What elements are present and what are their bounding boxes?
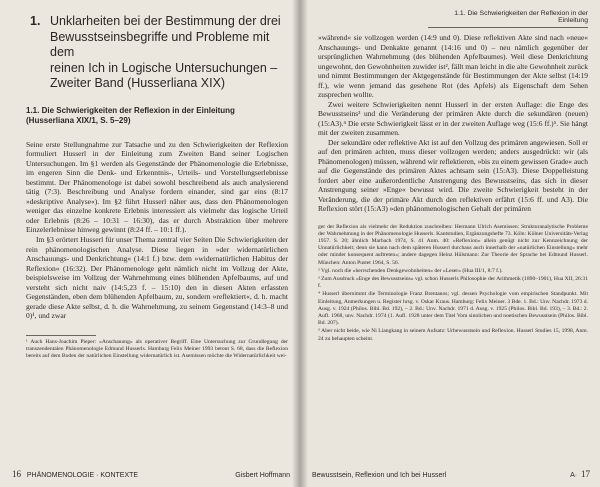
paragraph: Im §3 erörtert Husserl für unser Thema zentral vier Seiten Die Schwierigkeiten der rein phänomenologischen Analyse. Diese liegen in »der widernatürlichen Anschauungs- und Denkrichtung« (14:1 f.) bzw. dem »widernatürlichen Habitus der Reflexion« (16:32). Der Phänomenologe geht nämlich nicht im Vollzug der Akte, beispielsweise im Vollzug der Wahrnehmung eines blühenden Apfelbaums, auf und versteht sich nicht naiv (14:5,23 f. – 15:10) den in diesen Akten erfassten Gegenständen, eben dem blühenden Apfelbaum, zu, sondern »reflektiert«, d. h. macht gerade diese Akte selbst, d. h. die Wahrnehmung, zu seinem Gegenstand (14:3–8 und 0)¹, und zwar — [26, 234, 288, 321]
paragraph: Der sekundäre oder reflektive Akt ist auf den Vollzug des primären angewiesen. Soll er auf den primären achten, muss dieser vollzogen werden; anders ausgedrückt: wir (als Phänomenologen) müssen, während wir reflektieren, »bis zu einem gewissen Grade« auch auf die Gegenstände des primären Aktes achtsam sein (15:A3). Diese Doppelleistung fordert aber eine außerordentliche Anstrengung des Bewusstseins, das sich in dieser Anstrengung seiner »Enge« bewusst wird. Die zweite Schwierigkeit besteht in der Veränderung, die der primäre Akt durch den reflektiven erfährt (15:6 ff. und A3). Die Reflexion stört (15:A3) »den phänomenologischen Gehalt der primären — [318, 137, 588, 213]
chapter-title-line: Zweiter Band (Husserliana XIX) — [50, 76, 226, 90]
paragraph: »während« sie vollzogen werden (14:9 und 0). Diese reflektiven Akte sind nach »neue« Anschauungs- und Denkakte genannt (14:16 und 0) – neu nämlich gegenüber der ursprünglichen Wahrnehmung (des blühenden Apfelbaumes). Weil diese Denkrichtung ungewohnt, den Gewohnheiten zuwider ist², fällt man leicht in die alte Gewohnheit zurück und nimmt Bestimmungen der Aktgegenstände für Bestimmungen der Akte selbst (14:19 ff.), wie wenn jemand das gesehene Rot (des Apfels) als Eigenschaft dem Sehen zusprechen wollte. — [318, 33, 588, 99]
footnote: ¹ Auch Hans-Joachim Pieper: »Anschauung« als operativer Begriff. Eine Untersuchung zur Grundlegung der transzendentalen Phänomenologie Edmund Husserls. Hamburg Felix Meiner 1993 betont S. 68, dass die Reflexion bereits auf dem Boden der natürlichen Einstellung widernatürlich ist. Asemissen möchte die Widernatürlichkeit wei- — [26, 338, 288, 360]
chapter-title-line: reinen Ich in Logische Untersuchungen – — [50, 60, 278, 75]
running-head: 1.1. Die Schwierigkeiten der Reflexion in der Einleitung — [428, 10, 588, 28]
section-heading-line: 1.1. Die Schwierigkeiten der Reflexion in der Einleitung — [26, 105, 235, 115]
paragraph: Seine erste Stellungnahme zur Tatsache und zu den Schwierigkeiten der Reflexion formuliert Husserl in der Einleitung zum Zweiten Band seiner Logischen Untersuchungen. Im §1 werden als Gegenstände der Phänomenologie die Erlebnisse, im engeren Sinn die Denk- und Erkenntnis-, Urteils- und Vorstellungserlebnisse bestimmt. Der Phänomenologe ist dabei sowohl beschreibend als auch analysierend tätig (7:3). Beschreibung und Analyse fordern einander, sind gar eins (8:17 »deskriptive Analyse«). Im §2 führt Husserl näher aus, dass den Phänomenologen weniger das einzelne konkrete Erlebnis interessiert als vielmehr das logische Urteil oder Erlebnis (8:26 – 10:31 – 16:30), das er durch Abstraktion über mehrere Einzelerlebnisse hinweg gewinnt (8:24 ff. – 10:1 ff.). — [26, 139, 288, 235]
left-page-footer — [12, 469, 290, 479]
chapter-number: 1. — [30, 14, 41, 28]
author-name: Gisbert Hoffmann — [235, 472, 290, 479]
chapter-title-line: Unklarheiten bei der Bestimmung der drei — [50, 14, 281, 28]
right-body-text — [318, 33, 588, 214]
page-mark: A· — [570, 472, 578, 479]
chapter-title — [50, 14, 288, 92]
page-number: 16 — [12, 469, 21, 479]
running-title: Bewusstsein, Reflexion und Ich bei Husserl — [312, 472, 447, 479]
section-heading — [26, 106, 288, 126]
right-footnotes — [318, 224, 588, 343]
left-footnotes — [26, 339, 288, 361]
page-number: 17 — [581, 469, 590, 479]
footnote: ger der Reflexion als vielmehr der Reduktion zuschreiben: Hermann Ulrich Asemissen: Strukturanalytische Probleme der Wahrnehmung in der Phänomenologie Husserls. Kantstudien, Ergänzungshefte 73. Köln: Kölner Universitäts-Verlag 1957. S. 20; ähnlich Marbach 1974, S. 41 Anm. 40: »Reflexion« allein genügt nicht zur Kennzeichnung der Unnatürlichkeit; denn sie kann nach dem späteren Husserl durchaus auch innerhalb der »natürlichen Einstellung« mehr oder minder konsequent auftreten«; andere dagegen Heinz Hülsmann: Zur Theorie der Sprache bei Edmund Husserl. München: Anton Pustet 1964, S. 56. — [318, 223, 588, 266]
footnote: ² Vgl. noch die »herrschenden Denkgewohnheiten« der »Leser« (Hua III/1, 8:7 f.). — [318, 267, 503, 274]
footnote: ⁵ Aber nicht beide, wie Ni Liangkang in seinem Aufsatz: Urbewusstsein und Reflexion. Husserl Studies 15, 1998, Anm. 24 zu behaupten scheint. — [318, 328, 588, 342]
left-body-text — [26, 140, 288, 321]
footnote: ³ Zum Ausdruck »Enge des Bewusstseins« vgl. schon Husserls Philosophie der Arithmetik (1890–1901), Hua XII, 26:31 f. — [318, 275, 588, 290]
section-heading-line: (Husserliana XIX/1, S. 5–29) — [26, 115, 131, 125]
footnote: ⁴ Husserl übernimmt die Terminologie Franz Brentanos; vgl. dessen Psychologie vom empirischen Standpunkt. Mit Einleitung, Anmerkungen u. Register hrsg. v. Oskar Kraus. Hamburg: Felix Meiner. 3 Bde. 1. Bd.: Unv. Nachdr. 1973 d. Ausg. v. 1924 (Philos. Bibl. Bd. 192), – 2. Bd.: Unv. Nachdr. 1971 d. Ausg. v. 1925 (Philos. Bibl. Bd. 193), – 3. Bd.: 2. Aufl. 1968, unv. Nachdr. 1974 (1. Aufl. 1928 unter dem Titel Vom sinnlichen und noetischen Bewusstsein (Philos. Bibl. Bd. 207). — [318, 291, 588, 327]
paragraph: Zwei weitere Schwierigkeiten nennt Husserl in der ersten Auflage: die Enge des Bewusstseins³ und die Veränderung der primären Akte durch die sekundären (neuen) (15:A3).⁴ Die erste Schwierigkeit lässt er in der zweiten Auflage weg (15:6 ff.)⁵. Sie hängt mit der zweiten zusammen. — [318, 99, 588, 137]
right-page — [300, 0, 600, 487]
chapter-title-line: Bewusstseinsbegriffe und Probleme mit dem — [50, 29, 270, 59]
right-page-footer — [312, 469, 590, 479]
book-series-title: PHÄNOMENOLOGIE · KONTEXTE — [26, 472, 139, 479]
footnote-rule — [26, 335, 96, 336]
